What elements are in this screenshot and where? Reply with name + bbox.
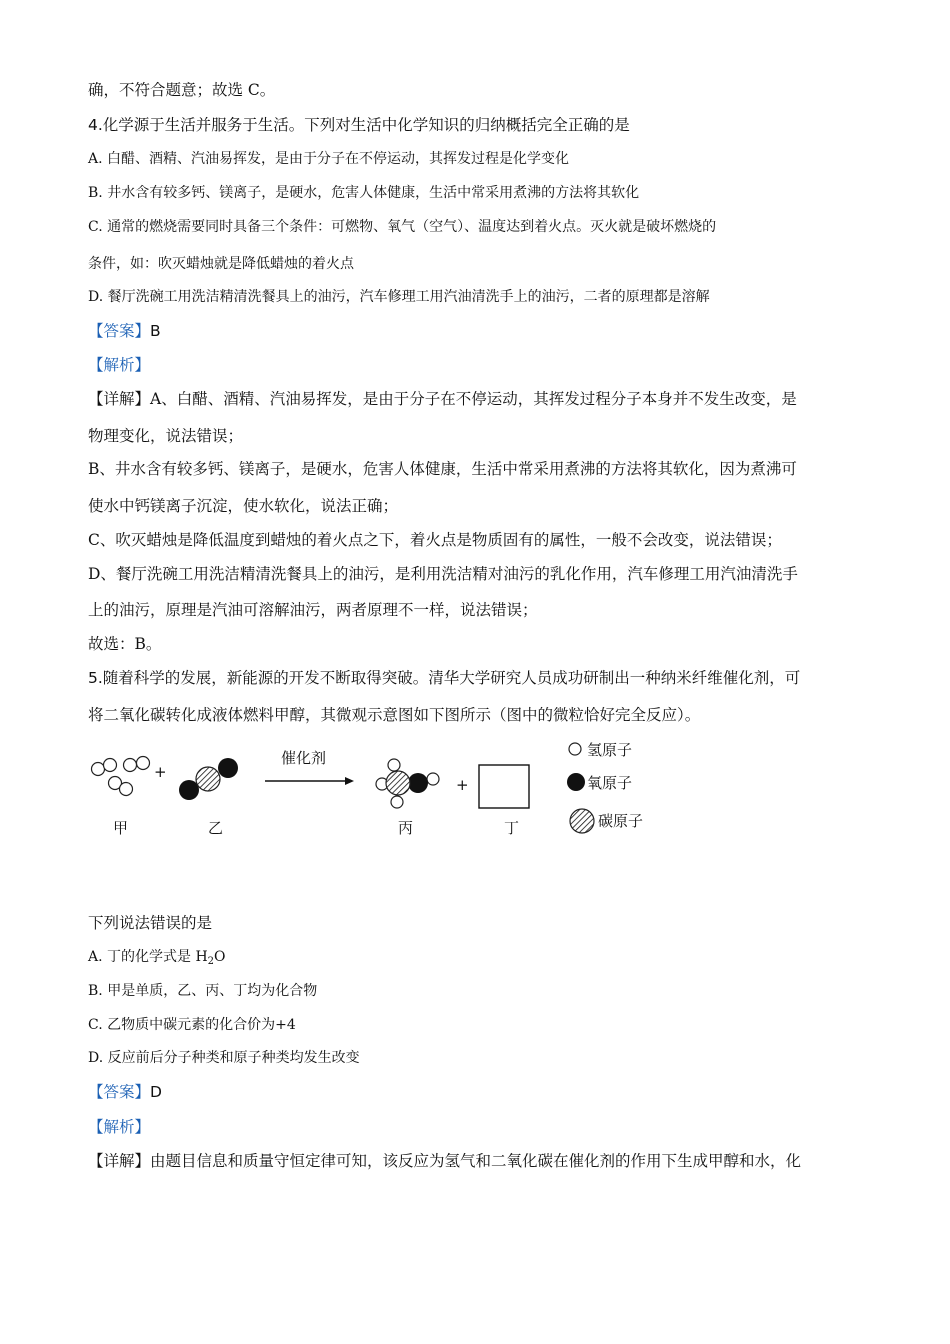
reaction-arrow — [265, 777, 354, 785]
q5-question: 下列说法错误的是 — [88, 914, 213, 932]
carbon-atom — [386, 771, 410, 795]
plus-sign: + — [456, 776, 469, 794]
label-yi: 乙 — [208, 819, 224, 837]
q4-option-a: A. 白醋、酒精、汽油易挥发，是由于分子在不停运动，其挥发过程是化学变化 — [88, 151, 570, 167]
hydrogen-atom — [92, 763, 105, 776]
q4-option-c-line1: C. 通常的燃烧需要同时具备三个条件：可燃物、氧气（空气）、温度达到着火点。灭火就是破坏燃烧的 — [88, 219, 717, 235]
detail-tag: 【详解】 — [88, 390, 151, 408]
answer-value: D — [150, 1083, 162, 1101]
legend-carbon-label: 碳原子 — [598, 812, 644, 830]
q5-detail-line1 — [88, 1151, 801, 1171]
q4-detail-line8: 故选：B。 — [88, 635, 162, 653]
legend-oxygen-icon — [567, 773, 585, 791]
detail-tag: 【详解】 — [88, 1152, 151, 1170]
molecule-methanol — [376, 759, 439, 808]
label-jia: 甲 — [113, 819, 129, 837]
q4-option-b: B. 井水含有较多钙、镁离子，是硬水，危害人体健康，生活中常采用煮沸的方法将其软化 — [88, 185, 640, 201]
q5-option-a-suffix: O — [214, 949, 226, 965]
label-bing: 丙 — [398, 819, 414, 837]
q4-answer — [88, 321, 161, 341]
q5-option-c: C. 乙物质中碳元素的化合价为+4 — [88, 1017, 296, 1033]
q4-detail-line4: 使水中钙镁离子沉淀，使水软化，说法正确； — [88, 497, 399, 515]
molecule-group-jia — [92, 757, 150, 796]
q5-stem-line1 — [88, 668, 800, 688]
q5-option-b: B. 甲是单质，乙、丙、丁均为化合物 — [88, 983, 318, 999]
q4-stem — [88, 115, 630, 135]
q4-stem-text: 化学源于生活并服务于生活。下列对生活中化学知识的归纳概括完全正确的是 — [102, 116, 630, 134]
q5-option-a-text: A. 丁的化学式是 H — [88, 949, 208, 965]
legend-hydrogen-icon — [569, 743, 581, 755]
q4-detail-line2: 物理变化，说法错误； — [88, 427, 244, 445]
unknown-product-box — [479, 765, 529, 808]
carbon-atom — [196, 767, 220, 791]
reaction-diagram — [88, 735, 668, 845]
q4-analysis-tag: 【解析】 — [88, 356, 151, 374]
hydrogen-atom — [120, 783, 133, 796]
answer-tag: 【答案】 — [88, 1083, 151, 1101]
oxygen-atom — [179, 780, 199, 800]
q5-analysis-tag: 【解析】 — [88, 1118, 151, 1136]
hydrogen-atom — [124, 759, 137, 772]
plus-sign: + — [154, 763, 167, 781]
q3-tail-text: 确，不符合题意；故选 C。 — [88, 81, 276, 99]
legend — [567, 741, 643, 833]
oxygen-atom — [218, 758, 238, 778]
legend-hydrogen-label: 氢原子 — [587, 741, 633, 759]
oxygen-atom — [408, 773, 428, 793]
answer-value: B — [150, 322, 161, 340]
q4-detail-line6: D、餐厅洗碗工用洗洁精清洗餐具上的油污，是利用洗洁精对油污的乳化作用，汽车修理工用汽油清洗手 — [88, 565, 798, 583]
q5-stem-text: 随着科学的发展，新能源的开发不断取得突破。清华大学研究人员成功研制出一种纳米纤维催化剂，可 — [102, 669, 801, 687]
hydrogen-atom — [388, 759, 400, 771]
q5-number: 5. — [88, 669, 103, 687]
q4-detail-line5: C、吹灭蜡烛是降低温度到蜡烛的着火点之下，着火点是物质固有的属性，一般不会改变，说法错误； — [88, 531, 782, 549]
catalyst-label: 催化剂 — [281, 749, 327, 767]
hydrogen-atom — [427, 773, 439, 785]
subscript-2: 2 — [207, 956, 215, 967]
q5-option-d: D. 反应前后分子种类和原子种类均发生改变 — [88, 1050, 360, 1066]
q4-option-c-line2: 条件，如：吹灭蜡烛就是降低蜡烛的着火点 — [88, 256, 354, 272]
detail-text: A、白醋、酒精、汽油易挥发，是由于分子在不停运动，其挥发过程分子本身并不发生改变，是 — [150, 390, 797, 408]
detail-text: 由题目信息和质量守恒定律可知，该反应为氢气和二氧化碳在催化剂的作用下生成甲醇和水，化 — [150, 1152, 802, 1170]
q5-stem-line2: 将二氧化碳转化成液体燃料甲醇，其微观示意图如下图所示（图中的微粒恰好完全反应）。 — [88, 706, 701, 724]
legend-oxygen-label: 氧原子 — [587, 774, 633, 792]
q4-detail-line1 — [88, 389, 797, 409]
q4-number: 4. — [88, 116, 103, 134]
label-ding: 丁 — [504, 819, 520, 837]
molecule-co2 — [179, 758, 238, 800]
hydrogen-atom — [391, 796, 403, 808]
q5-answer — [88, 1082, 162, 1102]
q4-detail-line3: B、井水含有较多钙、镁离子，是硬水，危害人体健康，生活中常采用煮沸的方法将其软化，因为煮沸可 — [88, 460, 797, 478]
legend-carbon-icon — [570, 809, 594, 833]
answer-tag: 【答案】 — [88, 322, 151, 340]
hydrogen-atom — [104, 759, 117, 772]
q4-detail-line7: 上的油污，原理是汽油可溶解油污，两者原理不一样，说法错误； — [88, 601, 538, 619]
hydrogen-atom — [137, 757, 150, 770]
q5-option-a — [88, 947, 226, 972]
q4-option-d: D. 餐厅洗碗工用洗洁精清洗餐具上的油污，汽车修理工用汽油清洗手上的油污，二者的原理都是溶解 — [88, 289, 710, 305]
